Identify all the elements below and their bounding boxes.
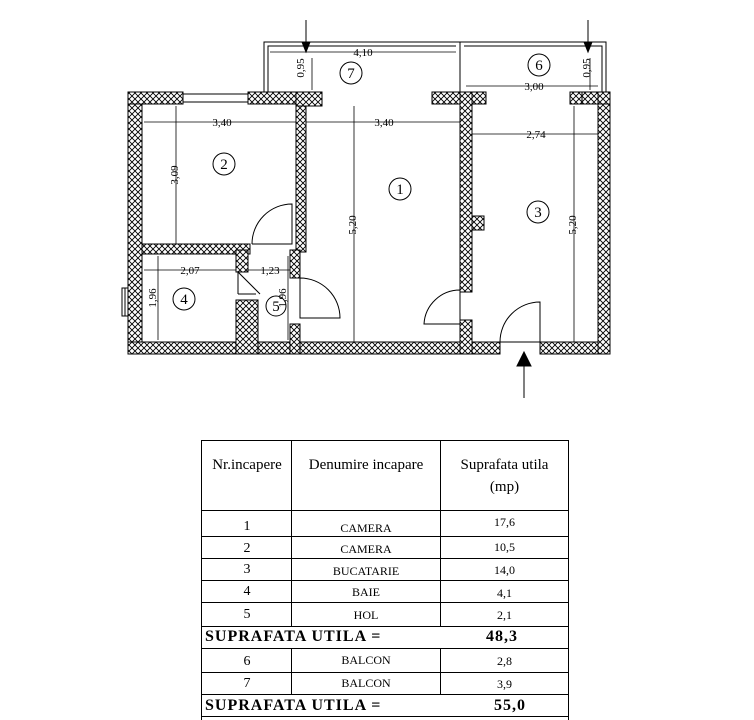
row-6-area: 2,8 [497, 654, 512, 668]
room-number-7: 7 [347, 66, 355, 82]
header-area-line1: Suprafata utila [460, 457, 549, 473]
row-3-nr: 3 [243, 562, 251, 577]
row-2-name: CAMERA [340, 542, 392, 556]
row-6-nr: 6 [243, 654, 251, 669]
dim-4-10: 4,10 [353, 47, 373, 59]
dim-3-40-mid: 3,40 [374, 117, 394, 129]
dim-1-23: 1,23 [260, 265, 280, 277]
row-5-area: 2,1 [497, 608, 512, 622]
dim-1-96-mid: 1,96 [277, 288, 289, 308]
dim-5-20-right: 5,20 [567, 215, 579, 235]
dim-2-74: 2,74 [526, 129, 546, 141]
dim-3-09: 3,09 [169, 165, 181, 185]
dim-5-20-mid: 5,20 [347, 215, 359, 235]
total-useful-area-value: 48,3 [486, 628, 518, 645]
row-7-area: 3,9 [497, 677, 512, 691]
dim-3-40-left: 3,40 [212, 117, 232, 129]
total-useful-area-label: SUPRAFATA UTILA = [205, 628, 382, 645]
row-2-area: 10,5 [494, 540, 515, 554]
row-5-nr: 5 [243, 607, 251, 622]
row-1-area: 17,6 [494, 515, 515, 529]
dim-2-07: 2,07 [180, 265, 200, 277]
total-area-with-balconies-value: 55,0 [494, 697, 526, 714]
row-6-name: BALCON [341, 653, 391, 667]
header-nr: Nr.incapere [212, 457, 282, 473]
header-name: Denumire incapare [308, 457, 424, 473]
row-3-area: 14,0 [494, 563, 515, 577]
room-number-5: 5 [272, 299, 280, 315]
row-4-name: BAIE [352, 585, 380, 599]
room-number-2: 2 [220, 157, 228, 173]
row-4-area: 4,1 [497, 586, 512, 600]
room-number-6: 6 [535, 58, 543, 74]
row-7-name: BALCON [341, 676, 391, 690]
dim-3-00: 3,00 [524, 81, 544, 93]
row-7-nr: 7 [243, 676, 251, 691]
room-number-3: 3 [534, 205, 542, 221]
row-2-nr: 2 [243, 541, 251, 556]
row-4-nr: 4 [243, 584, 251, 599]
total-area-with-balconies-label: SUPRAFATA UTILA = [205, 697, 382, 714]
dim-0-95-left: 0,95 [295, 58, 307, 78]
row-3-name: BUCATARIE [332, 564, 400, 578]
room-number-4: 4 [180, 292, 188, 308]
dim-1-96-left: 1,96 [147, 288, 159, 308]
header-area-line2: (mp) [489, 479, 520, 495]
dim-0-95-right: 0,95 [581, 58, 593, 78]
room-number-1: 1 [396, 182, 404, 198]
row-1-nr: 1 [243, 519, 251, 534]
row-5-name: HOL [353, 608, 379, 622]
row-1-name: CAMERA [340, 521, 392, 535]
